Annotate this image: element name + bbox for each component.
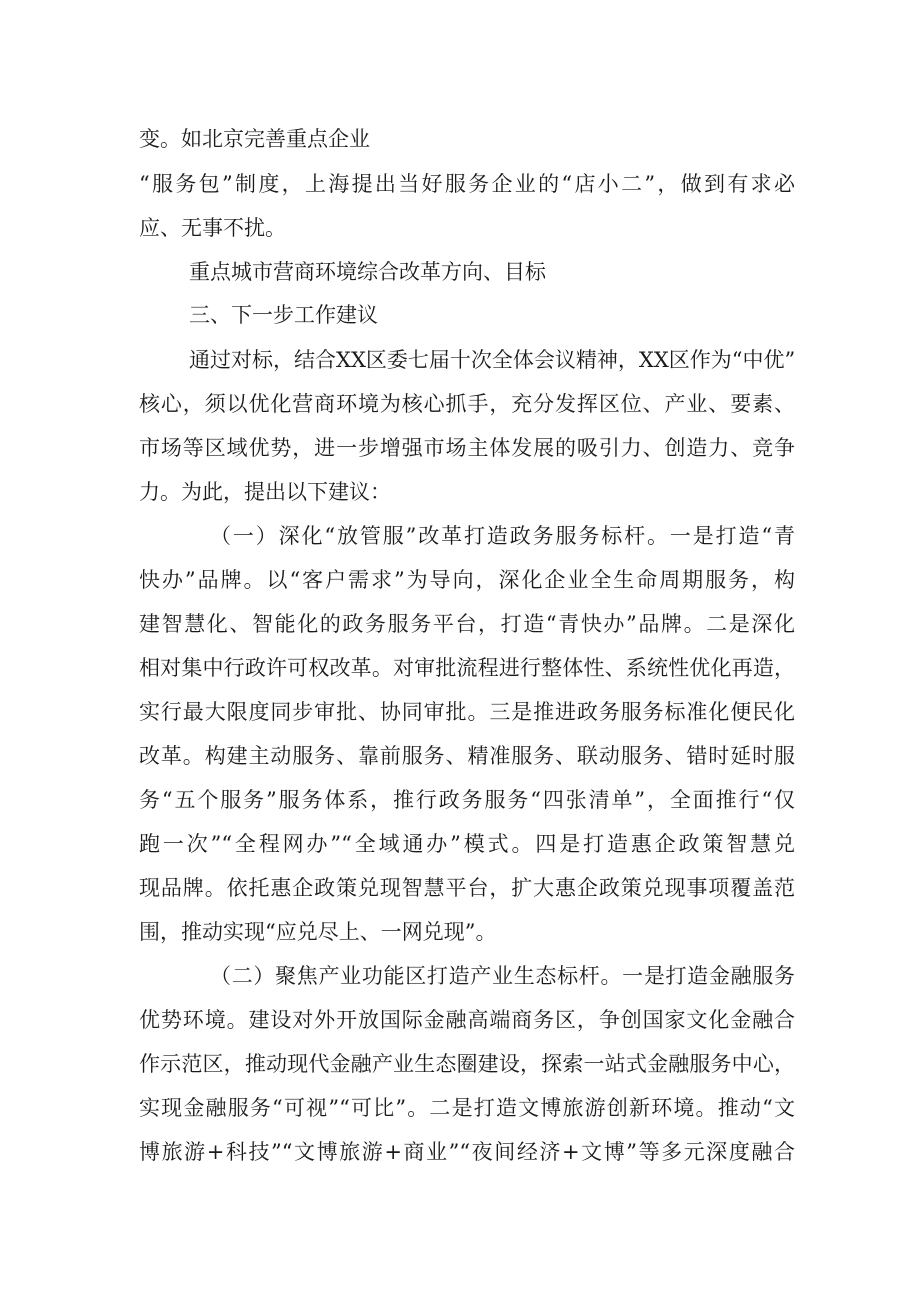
text-line: 力。为此，提出以下建议：	[139, 480, 391, 504]
text-line: 跑一次”“全程网办”“全域通办”模式。四是打造惠企政策智慧兑	[139, 832, 795, 856]
text-line: 作示范区，推动现代金融产业生态圈建设，探索一站式金融服务中心，	[139, 1052, 795, 1076]
section-heading: 三、下一步工作建议	[189, 303, 378, 327]
text-line: 实行最大限度同步审批、协同审批。三是推进政务服务标准化便民化	[139, 700, 795, 724]
text-line: 建智慧化、智能化的政务服务平台，打造“青快办”品牌。二是深化	[139, 612, 795, 636]
text-line: 现品牌。依托惠企政策兑现智慧平台，扩大惠企政策兑现事项覆盖范	[139, 876, 795, 900]
text-line: 改革。构建主动服务、靠前服务、精准服务、联动服务、错时延时服	[139, 744, 795, 768]
text-line: 博旅游+科技”“文博旅游+商业”“夜间经济+文博”等多元深度融合	[139, 1140, 795, 1164]
section-caption: 重点城市营商环境综合改革方向、目标	[189, 260, 546, 284]
text-line: 围，推动实现“应兑尽上、一网兑现”。	[139, 920, 497, 944]
subsection-line: （一）深化“放管服”改革打造政务服务标杆。一是打造“青	[210, 524, 795, 548]
text-line: 变。如北京完善重点企业	[139, 127, 370, 151]
text-line: 核心，须以优化营商环境为核心抓手，充分发挥区位、产业、要素、	[139, 392, 795, 416]
subsection-line: （二）聚焦产业功能区打造产业生态标杆。一是打造金融服务	[210, 964, 795, 988]
text-line: 快办”品牌。以“客户需求”为导向，深化企业全生命周期服务，构	[139, 568, 795, 592]
text-line: 相对集中行政许可权改革。对审批流程进行整体性、系统性优化再造，	[139, 656, 795, 680]
text-line: 务“五个服务”服务体系，推行政务服务“四张清单”，全面推行“仅	[139, 788, 795, 812]
text-line: 通过对标，结合XX区委七届十次全体会议精神，XX区作为“中优”	[189, 348, 795, 372]
text-line: 优势环境。建设对外开放国际金融高端商务区，争创国家文化金融合	[139, 1008, 795, 1032]
text-line: “服务包”制度，上海提出当好服务企业的“店小二”，做到有求必	[139, 172, 795, 196]
text-line: 市场等区域优势，进一步增强市场主体发展的吸引力、创造力、竞争	[139, 436, 795, 460]
text-line: 实现金融服务“可视”“可比”。二是打造文博旅游创新环境。推动“文	[139, 1096, 795, 1120]
text-line: 应、无事不扰。	[139, 216, 286, 240]
